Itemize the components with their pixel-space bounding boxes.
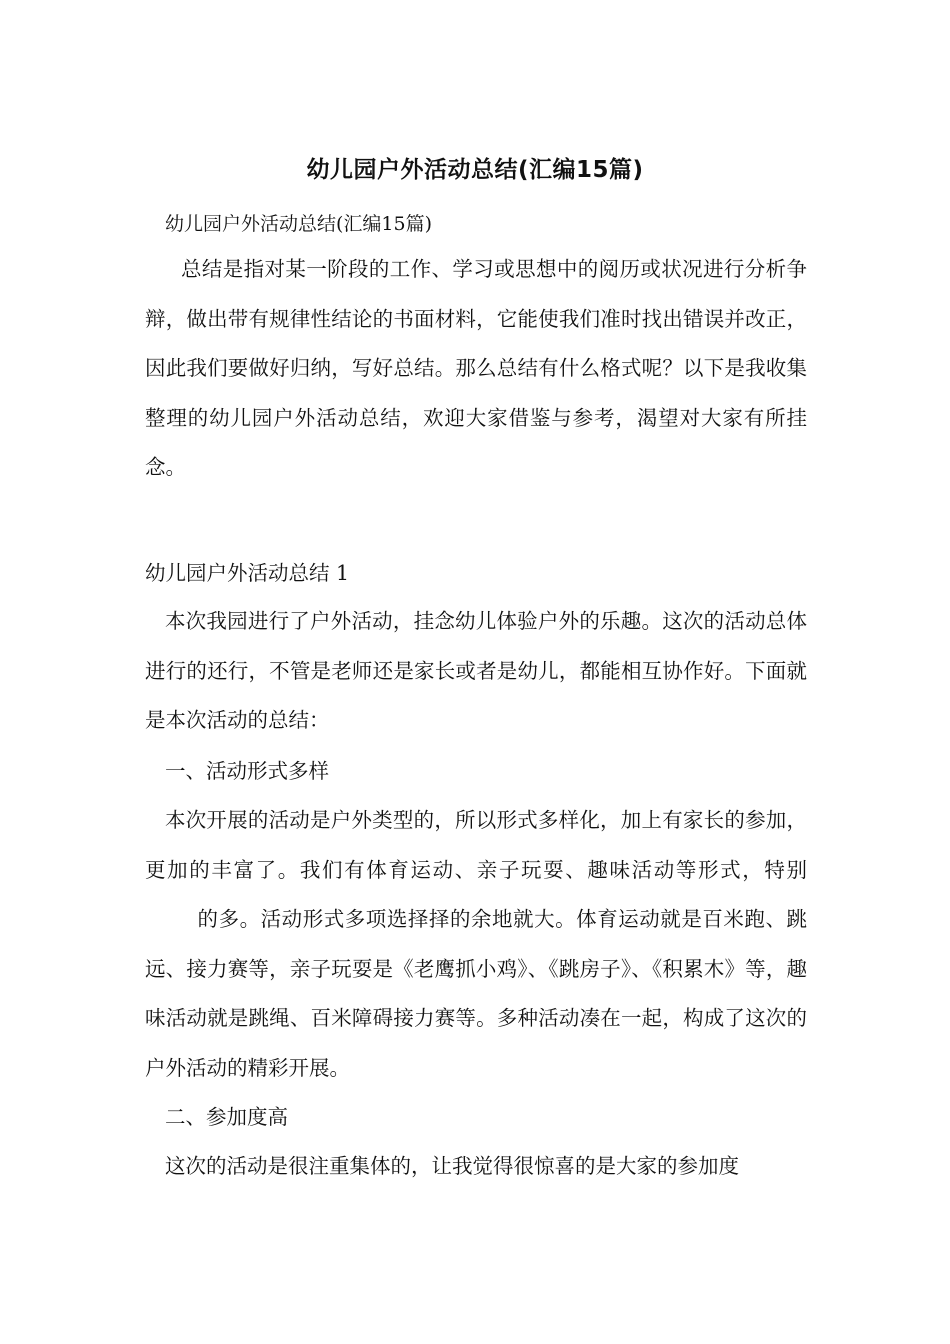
- body-paragraph: [145, 796, 807, 1093]
- document-title: 幼儿园户外活动总结(汇编15篇): [306, 157, 644, 183]
- section-heading: 幼儿园户外活动总结 1: [145, 561, 350, 585]
- body-text: 本次开展的活动是户外类型的，所以形式多样化，加上有家长的参加，更加的丰富了。我们有体育运动、亲子玩耍、趣味活动等形式，特别: [145, 808, 807, 882]
- body-paragraph: 本次我园进行了户外活动，挂念幼儿体验户外的乐趣。这次的活动总体进行的还行，不管是老师还是家长或者是幼儿，都能相互协作好。下面就是本次活动的总结：: [145, 609, 807, 732]
- point-heading: 一、活动形式多样: [165, 759, 329, 783]
- document-subtitle: 幼儿园户外活动总结(汇编15篇): [165, 213, 433, 235]
- intro-paragraph: 总结是指对某一阶段的工作、学习或思想中的阅历或状况进行分析争辩，做出带有规律性结论的书面材料，它能使我们准时找出错误并改正，因此我们要做好归纳，写好总结。那么总结有什么格式呢？以下是我收集整理的幼儿园户外活动总结，欢迎大家借鉴与参考，渴望对大家有所挂念。: [145, 257, 807, 479]
- body-text: 的多。活动形式多项选择择的余地就大。体育运动就是百米跑、跳远、接力赛等，亲子玩耍是《老鹰抓小鸡》、《跳房子》、《积累木》等，趣味活动就是跳绳、百米障碍接力赛等。多种活动凑在一起，构成了这次的户外活动的精彩开展。: [145, 907, 807, 1080]
- point-heading: 二、参加度高: [165, 1105, 288, 1129]
- body-paragraph: 这次的活动是很注重集体的，让我觉得很惊喜的是大家的参加度: [165, 1154, 739, 1178]
